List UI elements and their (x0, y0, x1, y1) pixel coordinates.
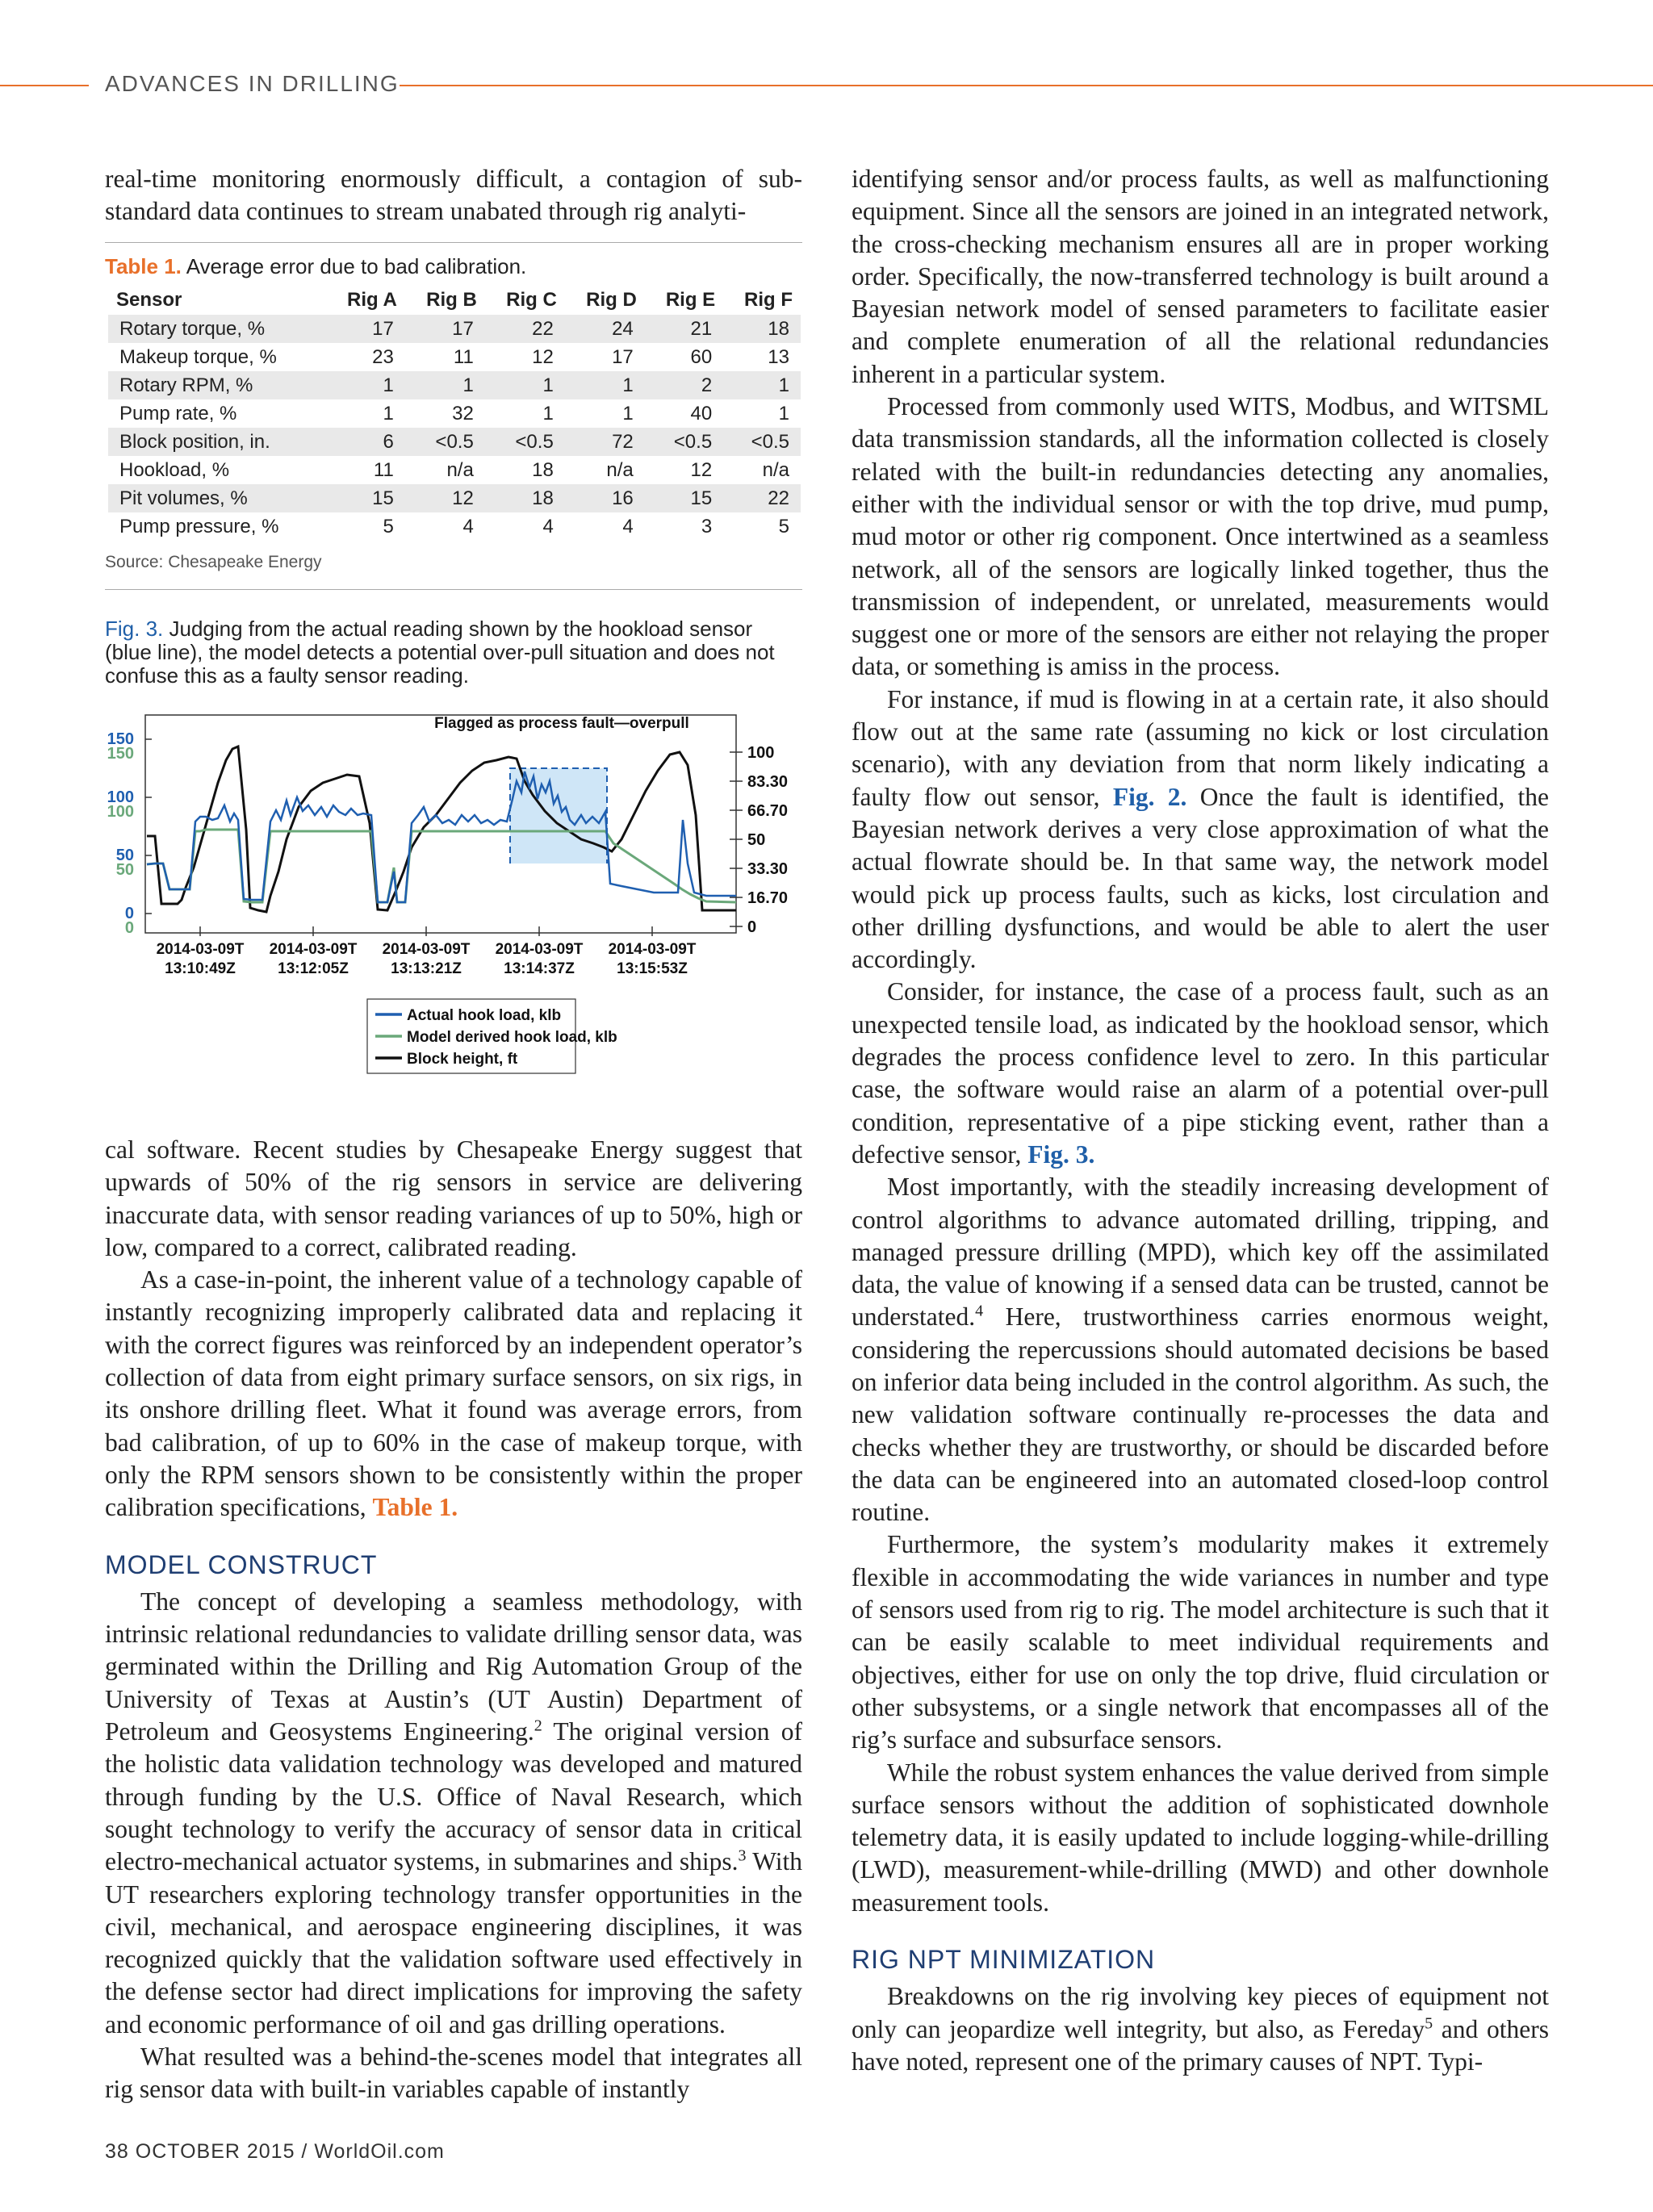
left-tick-label-green: 0 (124, 919, 134, 937)
sensor-name-cell: Pit volumes, % (108, 484, 326, 512)
error-value-cell: 32 (452, 402, 474, 424)
model-p1-text-a: The concept of developing a seamless methodology, with intrinsic relational redundancies to validate drilling sensor data, was germinated within the Drilling and Rig Automation Group of the University of Texas at Austin’s (UT Austin) Department of Petroleum and Geosystems Engineering. (105, 1587, 802, 1746)
table1-col-header: Rig A (347, 289, 397, 311)
error-value-cell: 1 (565, 371, 645, 399)
left-tick-label-blue: 0 (124, 905, 134, 922)
x-tick-label-time: 13:13:21Z (391, 960, 462, 977)
table-row (108, 343, 801, 371)
x-axis (157, 926, 697, 977)
legend-label-model: Model derived hook load, klb (407, 1029, 617, 1046)
left-paragraph-text: As a case-in-point, the inherent value of a technology capable of instantly recognizing improperly calibrated data and replacing it with the correct figures was reinforced by an independent operator’s collection of data from eight primary surface sensors, on six rigs, in its onshore drilling fleet. What it found was average errors, from bad calibration, of up to 60% in the case of makeup torque, with only the RPM sensors shown to be consistently within the proper calibration specifications, (105, 1265, 802, 1522)
left-tick-label-green: 100 (107, 803, 134, 821)
error-value-cell: 1 (326, 371, 405, 399)
left-top-text: real-time monitoring enormously difficult, a contagion of sub-standard data continues to stream unabated through rig analyti- (105, 165, 802, 226)
table1-col-header: Rig E (665, 289, 716, 311)
right-tick-label: 83.30 (747, 773, 789, 791)
right-paragraph-4 (852, 976, 1549, 1171)
sensor-name-cell: Hookload, % (119, 458, 230, 481)
x-tick-label-time: 13:10:49Z (165, 960, 236, 977)
legend-label-actual: Actual hook load, klb (407, 1007, 562, 1024)
error-value-cell: 21 (645, 315, 723, 343)
table1 (108, 286, 801, 541)
error-value-cell: 40 (690, 402, 713, 424)
page-footer: 38 OCTOBER 2015 / WorldOil.com (105, 2140, 445, 2163)
error-value-cell: 24 (565, 315, 645, 343)
left-tick-label-green: 150 (107, 745, 134, 763)
sensor-name-cell: Pump pressure, % (119, 515, 279, 537)
right-tick-label: 16.70 (747, 889, 789, 907)
table1-col-header: Rig C (506, 289, 557, 311)
fig3-caption-text: Judging from the actual reading shown by the hookload sensor (blue line), the model detects a potential over-pull situation and does not confuse this as a faulty sensor reading. (105, 617, 775, 688)
fig3-legend (367, 999, 617, 1073)
error-value-cell: 22 (485, 315, 565, 343)
error-value-cell: 11 (453, 345, 474, 368)
error-value-cell: 6 (326, 428, 405, 456)
fig3-reference-link[interactable]: Fig. 3. (1027, 1139, 1095, 1169)
error-value-cell: 72 (565, 428, 645, 456)
footnote-ref-5[interactable]: 5 (1425, 2014, 1433, 2033)
right-paragraph-5 (852, 1171, 1549, 1528)
table-top-rule (105, 242, 802, 243)
fig3-label: Fig. 3. (105, 617, 164, 641)
table-row (108, 315, 801, 343)
right-p5-text-b: Here, trustworthiness carries enormous weight, considering the repercussions should automated decisions be based on inferior data being included in the control algorithm. As such, the new validation software continually re-processes the data and checks whether they are trustworthy, or should be discarded before the data can be engineered into an automated closed-loop control routine. (852, 1303, 1549, 1527)
right-body (852, 163, 1549, 2078)
error-value-cell: 16 (565, 484, 645, 512)
left-paragraph: cal software. Recent studies by Chesapeake Energy suggest that upwards of 50% of the rig sensors in service are delivering inaccurate data, with sensor reading variances of up to 50%, high or low, compared to a correct, calibrated reading. (105, 1135, 802, 1261)
error-value-cell: 18 (485, 484, 565, 512)
left-tick-label-blue: 50 (115, 847, 134, 864)
right-axis (730, 744, 788, 936)
fig2-reference-link[interactable]: Fig. 2. (1112, 782, 1187, 811)
error-value-cell: 1 (778, 402, 789, 424)
left-body (105, 1134, 802, 2106)
right-paragraph-1: identifying sensor and/or process faults, as well as malfunctioning equipment. Since all the sensors are joined in an integrated network, the cross-checking mechanism ensures all are in proper working order. Specifically, the now-transferred technology is built around a Bayesian network model of sensed parameters to facilitate easier and complete enumeration of all the relational redundancies inherent in a particular system. (852, 165, 1549, 388)
x-tick-label-time: 13:15:53Z (617, 960, 688, 977)
error-value-cell: 13 (768, 345, 789, 368)
right-p5-text-a: Most importantly, with the steadily increasing development of control algorithms to advance automated drilling, tripping, and managed pressure drilling (MPD), which key off the assimilated data, the value of knowing if a sensed data can be trusted, cannot be understated. (852, 1173, 1549, 1332)
error-value-cell: 15 (326, 484, 405, 512)
error-value-cell: 12 (690, 458, 713, 481)
x-tick-label-date: 2014-03-09T (156, 941, 245, 958)
left-paragraph-with-ref (105, 1264, 802, 1524)
error-value-cell: 1 (383, 402, 394, 424)
table-row (108, 512, 801, 541)
right-tick-label: 0 (747, 918, 757, 936)
table1-label: Table 1. (105, 254, 182, 278)
table1-col-header: Sensor (116, 289, 182, 311)
x-tick-label-date: 2014-03-09T (382, 941, 471, 958)
error-value-cell: 3 (701, 515, 713, 537)
error-value-cell: n/a (446, 458, 474, 481)
error-value-cell: 12 (405, 484, 485, 512)
table1-col-header: Rig D (586, 289, 637, 311)
right-p3-text-b: Once the fault is identified, the Bayesian network derives a very close approximation of what the actual flowrate should be. In that same way, the network model would pick up process faults, such as kicks, lost circulation and other drilling dysfunctions, and would be able to alert the user accordingly. (852, 782, 1550, 974)
error-value-cell: 4 (462, 515, 474, 537)
sensor-name-cell: Block position, in. (108, 428, 326, 456)
right-tick-label: 66.70 (747, 802, 789, 820)
heading-model-construct: MODEL CONSTRUCT (105, 1549, 378, 1579)
left-tick-label-blue: 150 (107, 730, 134, 748)
error-value-cell: 1 (405, 371, 485, 399)
error-value-cell: 2 (645, 371, 723, 399)
sensor-name-cell: Pump rate, % (119, 402, 237, 424)
right-tick-label: 100 (747, 744, 775, 762)
table-row (108, 371, 801, 399)
right-p8-text-a: Breakdowns on the rig involving key pieces of equipment not only can jeopardize well integrity, but also, as Fereday (852, 1982, 1549, 2043)
x-tick-label-date: 2014-03-09T (608, 941, 697, 958)
table1-col-header: Rig F (744, 289, 793, 311)
table1-caption-text: Average error due to bad calibration. (186, 254, 527, 278)
table-row (108, 428, 801, 456)
header-rule-left (0, 85, 89, 86)
error-value-cell: 4 (622, 515, 634, 537)
model-paragraph-1 (105, 1586, 802, 2041)
left-tick-label-green: 50 (115, 861, 134, 879)
table1-caption (105, 254, 526, 279)
right-tick-label: 50 (747, 831, 766, 849)
error-value-cell: n/a (606, 458, 634, 481)
model-p1-text-c: With UT researchers exploring technology transfer opportunities in the civil, mechanical, and aerospace engineering disciplines, it was recognized quickly that the validation software used effectively in the defense sector had direct implications for improving the safety and economic performance of oil and gas drilling operations. (105, 1847, 802, 2038)
error-value-cell: 4 (542, 515, 554, 537)
error-value-cell: 5 (778, 515, 789, 537)
footnote-ref-2[interactable]: 2 (534, 1716, 542, 1735)
error-value-cell: 17 (326, 315, 405, 343)
error-value-cell: 23 (372, 345, 394, 368)
right-paragraph-8 (852, 1980, 1549, 2078)
error-value-cell: 15 (645, 484, 723, 512)
right-p3-text-a: For instance, if mud is flowing in at a certain rate, it also should flow out at the same rate (assuming no kick or lost circulation scenario), with any deviation from that norm likely indicating a faulty flow out sensor, (852, 684, 1549, 811)
table-row (108, 456, 801, 484)
table1-header-row (108, 286, 801, 315)
x-tick-label-date: 2014-03-09T (269, 941, 358, 958)
section-header: ADVANCES IN DRILLING (105, 71, 400, 96)
error-value-cell: <0.5 (645, 428, 723, 456)
x-tick-label-time: 13:14:37Z (504, 960, 575, 977)
sensor-name-cell: Makeup torque, % (119, 345, 277, 368)
sensor-name-cell: Rotary RPM, % (108, 371, 326, 399)
fig3-chart (105, 702, 802, 1081)
right-paragraph-7: While the robust system enhances the value derived from simple surface sensors without the addition of sophisticated downhole telemetry data, it is easily updated to include logging-while-drilling (LWD), measurement-while-drilling (MWD) and other downhole measurement tools. (852, 1758, 1549, 1917)
table1-source: Source: Chesapeake Energy (105, 553, 322, 571)
error-value-cell: 18 (723, 315, 801, 343)
table-bottom-rule (105, 589, 802, 590)
left-top-text-block (105, 163, 802, 228)
error-value-cell: 17 (405, 315, 485, 343)
sensor-name-cell: Rotary torque, % (108, 315, 326, 343)
error-value-cell: 5 (383, 515, 394, 537)
error-value-cell: 1 (542, 402, 554, 424)
table1-reference-link[interactable]: Table 1. (372, 1493, 458, 1522)
right-p8-text-b: and others have noted, represent one of the primary causes of NPT. Typi- (852, 2014, 1549, 2076)
right-paragraph-2: Processed from commonly used WITS, Modbus, and WITSML data transmission standards, all the information collected is closely related with the built-in redundancies detecting any anomalies, either with the individual sensor or with the top drive, mud pump, mud motor or other rig component. Once intertwined as a seamless network, all of the sensors are logically linked together, thus the transmission of independent, or unrelated, measurements would suggest one or more of the sensors are either not relaying the proper data, or something is amiss in the process. (852, 392, 1549, 681)
header-rule-right (400, 85, 1653, 86)
footnote-ref-3[interactable]: 3 (738, 1846, 747, 1865)
error-value-cell: 1 (485, 371, 565, 399)
flag-annotation: Flagged as process fault—overpull (434, 715, 689, 732)
right-tick-label: 33.30 (747, 860, 789, 878)
error-value-cell: 17 (612, 345, 634, 368)
right-p4-text: Consider, for instance, the case of a process fault, such as an unexpected tensile load, as indicated by the hookload sensor, which degrades the process confidence level to zero. In this particular case, the software would raise an alarm of a potential over-pull condition, representative of a pipe sticking event, rather than a defective sensor, (852, 977, 1549, 1169)
error-value-cell: 11 (373, 458, 394, 481)
error-value-cell: 18 (532, 458, 554, 481)
error-value-cell: 1 (723, 371, 801, 399)
error-value-cell: <0.5 (405, 428, 485, 456)
table-row (108, 484, 801, 512)
footnote-ref-4[interactable]: 4 (975, 1302, 984, 1320)
right-paragraph-3 (852, 684, 1549, 976)
table1-col-header: Rig B (426, 289, 477, 311)
right-paragraph-6: Furthermore, the system’s modularity makes it extremely flexible in accommodating the wide variances in number and type of sensors used from rig to rig. The model architecture is such that it can be easily scalable to meet individual requirements and objectives, either for use on only the top drive, fluid circulation or other subsystems, or a single network that encompasses all of the rig’s surface and subsurface sensors. (852, 1530, 1549, 1754)
error-value-cell: <0.5 (723, 428, 801, 456)
error-value-cell: 22 (723, 484, 801, 512)
table-row (108, 399, 801, 428)
fig3-caption (105, 617, 802, 688)
legend-label-block: Block height, ft (407, 1051, 518, 1068)
error-value-cell: <0.5 (485, 428, 565, 456)
error-value-cell: 60 (690, 345, 713, 368)
error-value-cell: 1 (622, 402, 634, 424)
model-p1-text-b: The original version of the holistic data validation technology was developed and matured through funding by the U.S. Office of Naval Research, which sought technology to verify the accuracy of sensor data in critical electro-mechanical actuator systems, in submarines and ships. (105, 1717, 802, 1876)
model-paragraph-2: What resulted was a behind-the-scenes model that integrates all rig sensor data with built-in variables capable of instantly (105, 2043, 802, 2104)
x-tick-label-time: 13:12:05Z (278, 960, 349, 977)
error-value-cell: n/a (762, 458, 789, 481)
heading-rig-npt: RIG NPT MINIMIZATION (852, 1945, 1156, 1975)
x-tick-label-date: 2014-03-09T (495, 941, 584, 958)
left-tick-label-blue: 100 (107, 788, 134, 806)
error-value-cell: 12 (532, 345, 554, 368)
